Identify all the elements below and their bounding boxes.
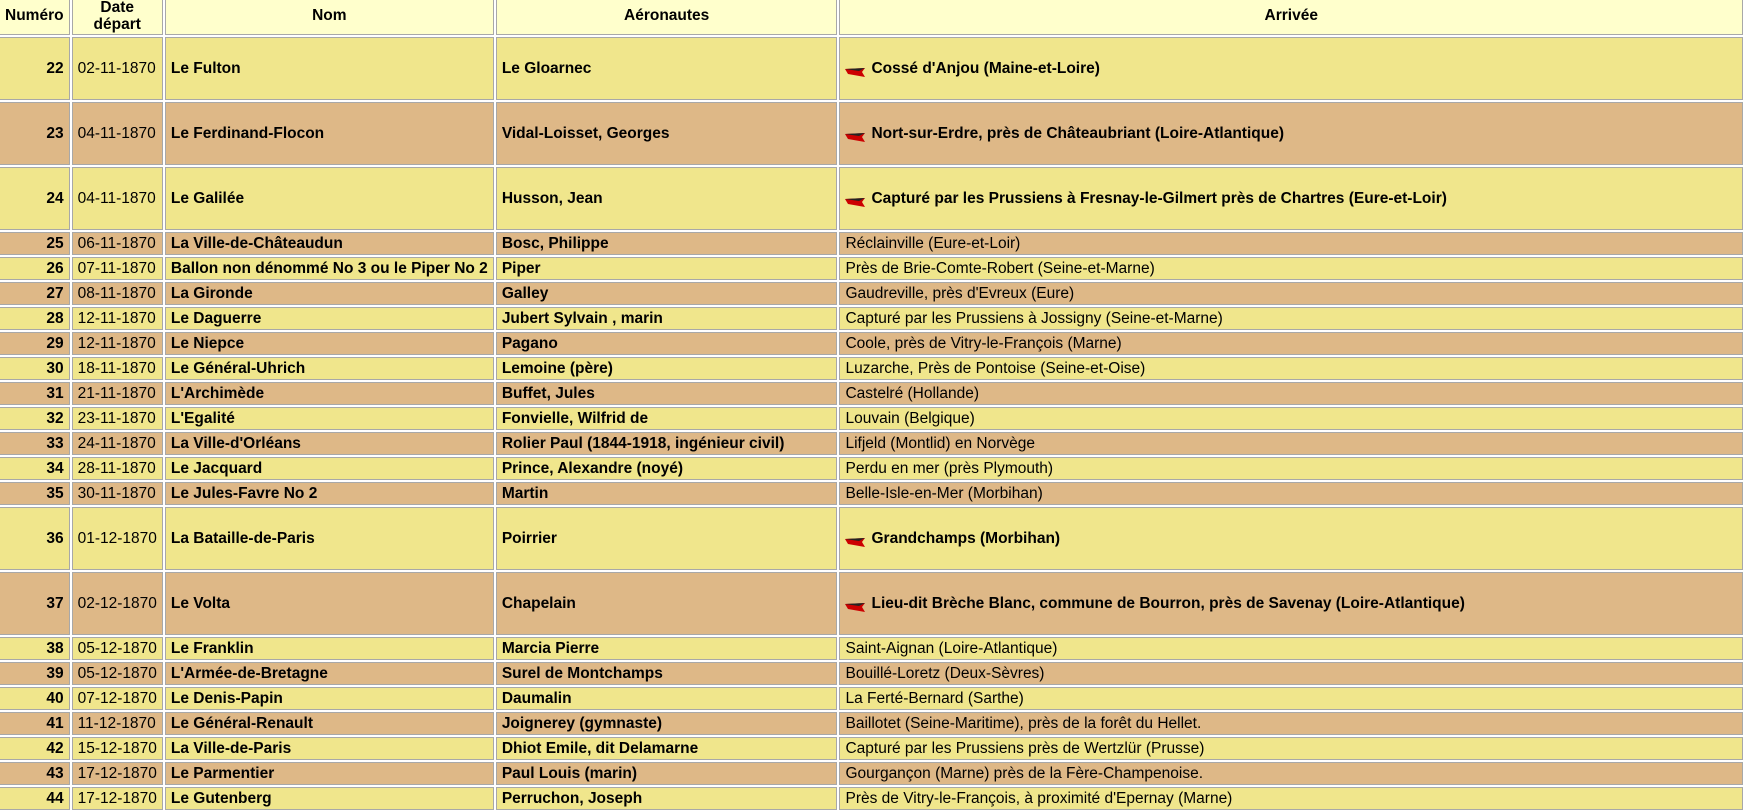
cell-aeronautes bbox=[496, 637, 838, 660]
cell-arrivee-text: Gourgançon (Marne) près de la Fère-Champenoise. bbox=[845, 764, 1204, 782]
cell-numero-text: 43 bbox=[46, 764, 64, 782]
cell-aeronautes-text: Fonvielle, Wilfrid de bbox=[501, 409, 649, 427]
cell-date bbox=[72, 167, 163, 230]
table-row bbox=[0, 572, 1743, 635]
cell-aeronautes-text: Dhiot Emile, dit Delamarne bbox=[501, 739, 699, 757]
cell-nom bbox=[165, 737, 494, 760]
cell-nom-text: Le Jacquard bbox=[170, 459, 263, 477]
cell-aeronautes-text: Paul Louis (marin) bbox=[501, 764, 638, 782]
table-row bbox=[0, 37, 1743, 100]
cell-aeronautes bbox=[496, 712, 838, 735]
cell-aeronautes-text: Perruchon, Joseph bbox=[501, 789, 643, 807]
cell-numero-text: 41 bbox=[46, 714, 64, 732]
cell-date-text: 17-12-1870 bbox=[77, 764, 157, 782]
cell-nom bbox=[165, 432, 494, 455]
cell-nom-text: Le Parmentier bbox=[170, 764, 275, 782]
cell-aeronautes-text: Le Gloarnec bbox=[501, 59, 592, 77]
cell-aeronautes-text: Rolier Paul (1844-1918, ingénieur civil) bbox=[501, 434, 785, 452]
cell-date bbox=[72, 572, 163, 635]
cell-aeronautes-text: Jubert Sylvain , marin bbox=[501, 309, 663, 327]
cell-numero bbox=[0, 712, 70, 735]
cell-aeronautes bbox=[496, 687, 838, 710]
table-row bbox=[0, 167, 1743, 230]
cell-nom bbox=[165, 572, 494, 635]
cell-numero bbox=[0, 232, 70, 255]
cell-date-text: 05-12-1870 bbox=[77, 639, 157, 657]
cell-nom-text: Le Volta bbox=[170, 594, 231, 612]
cell-nom bbox=[165, 282, 494, 305]
cell-date-text: 01-12-1870 bbox=[77, 529, 157, 547]
cell-arrivee-text: Castelré (Hollande) bbox=[845, 384, 980, 402]
cell-aeronautes bbox=[496, 507, 838, 570]
cell-nom-text: Le Galilée bbox=[170, 189, 245, 207]
cell-nom bbox=[165, 637, 494, 660]
cell-nom bbox=[165, 332, 494, 355]
cell-date-text: 24-11-1870 bbox=[77, 434, 156, 452]
cell-date-text: 18-11-1870 bbox=[77, 359, 156, 377]
table-row bbox=[0, 102, 1743, 165]
cell-arrivee bbox=[839, 407, 1743, 430]
cell-date-text: 05-12-1870 bbox=[77, 664, 157, 682]
cell-nom-text: La Ville-de-Paris bbox=[170, 739, 292, 757]
cell-aeronautes bbox=[496, 232, 838, 255]
cell-arrivee-text: Saint-Aignan (Loire-Atlantique) bbox=[845, 639, 1058, 657]
cell-aeronautes bbox=[496, 357, 838, 380]
cell-aeronautes-text: Surel de Montchamps bbox=[501, 664, 663, 682]
cell-date bbox=[72, 282, 163, 305]
header-nom: Nom bbox=[165, 0, 494, 35]
header-arrivee: Arrivée bbox=[839, 0, 1743, 35]
cell-numero-text: 38 bbox=[46, 639, 64, 657]
table-row bbox=[0, 482, 1743, 505]
cell-numero-text: 26 bbox=[46, 259, 64, 277]
cell-aeronautes-text: Joignerey (gymnaste) bbox=[501, 714, 663, 732]
balloon-flag-icon bbox=[845, 129, 865, 138]
cell-numero bbox=[0, 572, 70, 635]
cell-arrivee bbox=[839, 257, 1743, 280]
table-row bbox=[0, 382, 1743, 405]
cell-arrivee bbox=[839, 762, 1743, 785]
cell-numero-text: 28 bbox=[46, 309, 64, 327]
cell-numero bbox=[0, 637, 70, 660]
cell-numero-text: 36 bbox=[46, 529, 64, 547]
cell-numero bbox=[0, 102, 70, 165]
cell-date-text: 12-11-1870 bbox=[77, 334, 156, 352]
cell-aeronautes-text: Husson, Jean bbox=[501, 189, 603, 207]
cell-nom-text: L'Armée-de-Bretagne bbox=[170, 664, 328, 682]
cell-numero-text: 35 bbox=[46, 484, 64, 502]
cell-aeronautes bbox=[496, 102, 838, 165]
cell-arrivee bbox=[839, 307, 1743, 330]
table-row bbox=[0, 457, 1743, 480]
table-row bbox=[0, 432, 1743, 455]
cell-numero-text: 40 bbox=[46, 689, 64, 707]
table-row bbox=[0, 257, 1743, 280]
cell-date-text: 07-12-1870 bbox=[77, 689, 157, 707]
table-row bbox=[0, 357, 1743, 380]
cell-arrivee-text: Belle-Isle-en-Mer (Morbihan) bbox=[845, 484, 1043, 502]
cell-aeronautes-text: Vidal-Loisset, Georges bbox=[501, 124, 670, 142]
cell-arrivee bbox=[839, 507, 1743, 570]
cell-numero-text: 33 bbox=[46, 434, 64, 452]
cell-date bbox=[72, 482, 163, 505]
cell-nom-text: Le Fulton bbox=[170, 59, 241, 77]
cell-numero-text: 22 bbox=[46, 59, 64, 77]
cell-aeronautes-text: Daumalin bbox=[501, 689, 572, 707]
header-row bbox=[0, 0, 1743, 35]
cell-aeronautes bbox=[496, 737, 838, 760]
cell-arrivee bbox=[839, 382, 1743, 405]
cell-date bbox=[72, 357, 163, 380]
cell-aeronautes bbox=[496, 432, 838, 455]
cell-arrivee bbox=[839, 432, 1743, 455]
balloon-flag-icon bbox=[845, 534, 865, 543]
cell-nom bbox=[165, 357, 494, 380]
cell-numero bbox=[0, 407, 70, 430]
cell-aeronautes-text: Prince, Alexandre (noyé) bbox=[501, 459, 683, 477]
cell-aeronautes bbox=[496, 382, 838, 405]
cell-nom-text: L'Archimède bbox=[170, 384, 265, 402]
cell-nom-text: La Ville-de-Châteaudun bbox=[170, 234, 343, 252]
table-row bbox=[0, 712, 1743, 735]
cell-numero bbox=[0, 507, 70, 570]
cell-date bbox=[72, 432, 163, 455]
cell-numero bbox=[0, 282, 70, 305]
cell-arrivee-text: Bouillé-Loretz (Deux-Sèvres) bbox=[845, 664, 1045, 682]
cell-date bbox=[72, 332, 163, 355]
cell-date-text: 02-12-1870 bbox=[77, 594, 157, 612]
cell-date bbox=[72, 762, 163, 785]
cell-arrivee-text: Cossé d'Anjou (Maine-et-Loire) bbox=[871, 59, 1100, 77]
cell-date-text: 07-11-1870 bbox=[77, 259, 156, 277]
cell-numero-text: 32 bbox=[46, 409, 64, 427]
cell-aeronautes-text: Buffet, Jules bbox=[501, 384, 595, 402]
cell-date bbox=[72, 507, 163, 570]
cell-date-text: 06-11-1870 bbox=[77, 234, 156, 252]
cell-nom-text: Le Général-Renault bbox=[170, 714, 313, 732]
header-aeronautes: Aéronautes bbox=[496, 0, 838, 35]
cell-numero bbox=[0, 432, 70, 455]
cell-date bbox=[72, 662, 163, 685]
cell-arrivee-text: Nort-sur-Erdre, près de Châteaubriant (Loire-Atlantique) bbox=[871, 124, 1284, 142]
cell-date bbox=[72, 712, 163, 735]
cell-date bbox=[72, 257, 163, 280]
cell-arrivee-text: Capturé par les Prussiens près de Wertzlür (Prusse) bbox=[845, 739, 1205, 757]
cell-aeronautes-text: Poirrier bbox=[501, 529, 557, 547]
cell-nom-text: Le Daguerre bbox=[170, 309, 262, 327]
table-row bbox=[0, 662, 1743, 685]
cell-aeronautes-text: Galley bbox=[501, 284, 549, 302]
cell-numero bbox=[0, 332, 70, 355]
cell-aeronautes bbox=[496, 307, 838, 330]
cell-arrivee-text: Coole, près de Vitry-le-François (Marne) bbox=[845, 334, 1122, 352]
cell-nom bbox=[165, 407, 494, 430]
cell-date bbox=[72, 232, 163, 255]
cell-aeronautes bbox=[496, 282, 838, 305]
cell-date-text: 28-11-1870 bbox=[77, 459, 156, 477]
table-row bbox=[0, 307, 1743, 330]
table-row bbox=[0, 507, 1743, 570]
cell-arrivee-text: Lieu-dit Brèche Blanc, commune de Bourron, près de Savenay (Loire-Atlantique) bbox=[871, 594, 1465, 612]
cell-nom bbox=[165, 102, 494, 165]
cell-arrivee-text: La Ferté-Bernard (Sarthe) bbox=[845, 689, 1024, 707]
cell-date-text: 23-11-1870 bbox=[77, 409, 156, 427]
cell-arrivee-text: Perdu en mer (près Plymouth) bbox=[845, 459, 1054, 477]
cell-date-text: 21-11-1870 bbox=[77, 384, 156, 402]
table-row bbox=[0, 332, 1743, 355]
cell-date bbox=[72, 382, 163, 405]
cell-arrivee bbox=[839, 687, 1743, 710]
cell-arrivee bbox=[839, 332, 1743, 355]
table-row bbox=[0, 737, 1743, 760]
cell-aeronautes-text: Chapelain bbox=[501, 594, 576, 612]
cell-nom bbox=[165, 687, 494, 710]
cell-numero bbox=[0, 307, 70, 330]
cell-nom-text: Le Ferdinand-Flocon bbox=[170, 124, 325, 142]
cell-date-text: 04-11-1870 bbox=[77, 189, 156, 207]
cell-date-text: 11-12-1870 bbox=[77, 714, 156, 732]
cell-arrivee-text: Baillotet (Seine-Maritime), près de la forêt du Hellet. bbox=[845, 714, 1202, 732]
cell-date-text: 04-11-1870 bbox=[77, 124, 156, 142]
cell-numero-text: 44 bbox=[46, 789, 64, 807]
cell-numero-text: 30 bbox=[46, 359, 64, 377]
cell-numero-text: 29 bbox=[46, 334, 64, 352]
cell-aeronautes-text: Martin bbox=[501, 484, 549, 502]
cell-arrivee-text: Lifjeld (Montlid) en Norvège bbox=[845, 434, 1036, 452]
cell-arrivee-text: Capturé par les Prussiens à Fresnay-le-Gilmert près de Chartres (Eure-et-Loir) bbox=[871, 189, 1447, 207]
balloon-flag-icon bbox=[845, 194, 865, 203]
cell-aeronautes-text: Pagano bbox=[501, 334, 558, 352]
cell-nom-text: L'Egalité bbox=[170, 409, 235, 427]
cell-arrivee bbox=[839, 357, 1743, 380]
cell-arrivee bbox=[839, 37, 1743, 100]
cell-nom-text: Le Niepce bbox=[170, 334, 245, 352]
cell-date-text: 15-12-1870 bbox=[77, 739, 157, 757]
cell-aeronautes bbox=[496, 572, 838, 635]
cell-arrivee bbox=[839, 167, 1743, 230]
cell-nom-text: La Gironde bbox=[170, 284, 253, 302]
cell-arrivee bbox=[839, 662, 1743, 685]
cell-numero bbox=[0, 662, 70, 685]
table-row bbox=[0, 282, 1743, 305]
cell-nom bbox=[165, 457, 494, 480]
cell-numero bbox=[0, 37, 70, 100]
table-body bbox=[0, 37, 1743, 810]
cell-arrivee-text: Gaudreville, près d'Evreux (Eure) bbox=[845, 284, 1075, 302]
cell-nom bbox=[165, 662, 494, 685]
header-date bbox=[72, 0, 163, 35]
cell-numero bbox=[0, 482, 70, 505]
cell-date bbox=[72, 637, 163, 660]
balloon-flag-icon bbox=[845, 599, 865, 608]
cell-date bbox=[72, 102, 163, 165]
cell-arrivee bbox=[839, 482, 1743, 505]
cell-nom bbox=[165, 167, 494, 230]
cell-aeronautes-text: Marcia Pierre bbox=[501, 639, 600, 657]
cell-nom bbox=[165, 257, 494, 280]
cell-date bbox=[72, 37, 163, 100]
cell-numero bbox=[0, 357, 70, 380]
cell-arrivee bbox=[839, 102, 1743, 165]
cell-date-text: 30-11-1870 bbox=[77, 484, 156, 502]
cell-nom bbox=[165, 382, 494, 405]
cell-nom bbox=[165, 37, 494, 100]
cell-aeronautes bbox=[496, 482, 838, 505]
balloon-flag-icon bbox=[845, 64, 865, 73]
cell-date bbox=[72, 737, 163, 760]
cell-numero-text: 42 bbox=[46, 739, 64, 757]
cell-numero-text: 25 bbox=[46, 234, 64, 252]
cell-arrivee-text: Capturé par les Prussiens à Jossigny (Seine-et-Marne) bbox=[845, 309, 1223, 327]
cell-aeronautes bbox=[496, 762, 838, 785]
cell-arrivee bbox=[839, 282, 1743, 305]
cell-arrivee-text: Près de Brie-Comte-Robert (Seine-et-Marne) bbox=[845, 259, 1155, 277]
table-row bbox=[0, 407, 1743, 430]
cell-numero-text: 37 bbox=[46, 594, 64, 612]
cell-date bbox=[72, 687, 163, 710]
cell-nom bbox=[165, 507, 494, 570]
cell-nom-text: Ballon non dénommé No 3 ou le Piper No 2 bbox=[170, 259, 488, 277]
cell-arrivee-text: Grandchamps (Morbihan) bbox=[871, 529, 1061, 547]
cell-numero bbox=[0, 762, 70, 785]
cell-nom-text: Le Jules-Favre No 2 bbox=[170, 484, 318, 502]
cell-date-text: 17-12-1870 bbox=[77, 789, 157, 807]
header-numero: Numéro bbox=[0, 0, 70, 35]
cell-arrivee-text: Réclainville (Eure-et-Loir) bbox=[845, 234, 1021, 252]
cell-date-text: 08-11-1870 bbox=[77, 284, 156, 302]
cell-aeronautes bbox=[496, 662, 838, 685]
cell-arrivee-text: Louvain (Belgique) bbox=[845, 409, 975, 427]
cell-aeronautes bbox=[496, 167, 838, 230]
cell-arrivee bbox=[839, 737, 1743, 760]
cell-numero bbox=[0, 687, 70, 710]
cell-nom-text: La Bataille-de-Paris bbox=[170, 529, 315, 547]
cell-nom bbox=[165, 712, 494, 735]
table-row bbox=[0, 637, 1743, 660]
cell-date bbox=[72, 457, 163, 480]
cell-numero-text: 23 bbox=[46, 124, 64, 142]
cell-arrivee-text: Luzarche, Près de Pontoise (Seine-et-Oise) bbox=[845, 359, 1146, 377]
cell-numero bbox=[0, 457, 70, 480]
cell-nom bbox=[165, 307, 494, 330]
header-date-line1: Date bbox=[100, 0, 135, 16]
cell-nom-text: La Ville-d'Orléans bbox=[170, 434, 301, 452]
cell-aeronautes bbox=[496, 457, 838, 480]
cell-numero-text: 34 bbox=[46, 459, 64, 477]
cell-nom bbox=[165, 482, 494, 505]
cell-nom-text: Le Denis-Papin bbox=[170, 689, 283, 707]
cell-arrivee bbox=[839, 232, 1743, 255]
cell-nom-text: Le Général-Uhrich bbox=[170, 359, 306, 377]
cell-date-text: 12-11-1870 bbox=[77, 309, 156, 327]
cell-numero-text: 31 bbox=[46, 384, 64, 402]
cell-nom-text: Le Gutenberg bbox=[170, 789, 272, 807]
cell-numero-text: 39 bbox=[46, 664, 64, 682]
cell-arrivee bbox=[839, 637, 1743, 660]
cell-date-text: 02-11-1870 bbox=[77, 59, 156, 77]
cell-numero-text: 24 bbox=[46, 189, 64, 207]
cell-nom bbox=[165, 232, 494, 255]
cell-arrivee bbox=[839, 457, 1743, 480]
cell-aeronautes bbox=[496, 257, 838, 280]
table-row bbox=[0, 762, 1743, 785]
cell-numero-text: 27 bbox=[46, 284, 64, 302]
cell-aeronautes-text: Lemoine (père) bbox=[501, 359, 613, 377]
cell-aeronautes-text: Bosc, Philippe bbox=[501, 234, 609, 252]
cell-date bbox=[72, 407, 163, 430]
cell-date bbox=[72, 307, 163, 330]
cell-arrivee bbox=[839, 572, 1743, 635]
table-row bbox=[0, 232, 1743, 255]
cell-numero bbox=[0, 382, 70, 405]
cell-nom bbox=[165, 762, 494, 785]
cell-aeronautes-text: Piper bbox=[501, 259, 541, 277]
cell-numero bbox=[0, 737, 70, 760]
cell-arrivee-text: Près de Vitry-le-François, à proximité d'Epernay (Marne) bbox=[845, 789, 1233, 807]
table-row bbox=[0, 687, 1743, 710]
cell-numero bbox=[0, 167, 70, 230]
cell-aeronautes bbox=[496, 37, 838, 100]
cell-arrivee bbox=[839, 712, 1743, 735]
header-date-line2: départ bbox=[93, 15, 141, 33]
cell-nom-text: Le Franklin bbox=[170, 639, 254, 657]
cell-aeronautes bbox=[496, 332, 838, 355]
cell-numero bbox=[0, 257, 70, 280]
cell-aeronautes bbox=[496, 407, 838, 430]
